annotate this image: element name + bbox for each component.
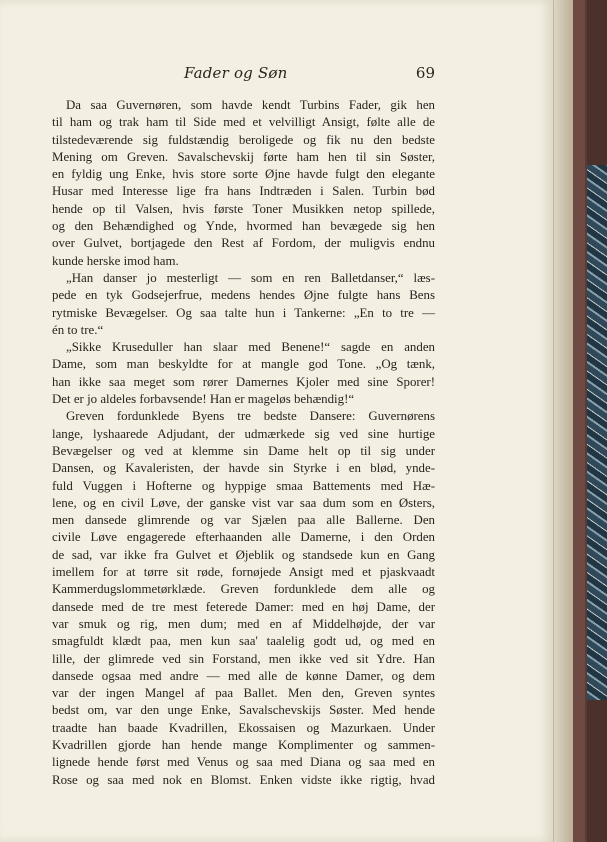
- text-line: han ikke saa meget som rører Damernes Kjoler med sine Sporer!: [52, 374, 435, 389]
- text-line: dansede med de tre mest feterede Damer: med en høj Dame, der: [52, 599, 435, 614]
- text-line: de sad, var ikke fra Gulvet et Øjeblik og standsede kun en Gang: [52, 547, 435, 562]
- text-line: og den Behændighed og Ynde, hvormed han bevægede sig hen: [52, 219, 435, 234]
- text-line: „Sikke Kruseduller han slaar med Benene!“ sagde en anden: [66, 340, 435, 355]
- text-line: var der ingen Mangel af paa Ballet. Men den, Greven syntes: [52, 686, 435, 701]
- text-line: Greven fordunklede Byens tre bedste Dansere: Guvernørens: [66, 409, 435, 424]
- text-line: Husar med Interesse lige fra hans Indtræden i Salen. Turbin bød: [52, 184, 435, 199]
- text-line: lille, der glimrede ved sin Forstand, men ikke ved sit Ydre. Han: [52, 651, 435, 666]
- page-number: 69: [415, 64, 435, 82]
- text-line: Rose og saa med nok en Blomst. Enken vidste ikke rigtig, hvad: [52, 772, 435, 787]
- text-line: fuld Vuggen i Hofterne og hyppige smaa Battements med Hæ-: [52, 478, 435, 493]
- text-line: Bevægelser og ved at klemme sin Dame helt op til sig under: [52, 443, 435, 458]
- page-edge: [553, 0, 574, 842]
- text-line: „Han danser jo mesterligt — som en ren Balletdanser,“ læs-: [66, 270, 435, 285]
- text-line: civile Løve engagerede efterhaanden alle Damerne, i den Orden: [52, 530, 435, 545]
- running-head: [52, 60, 435, 86]
- text-line: Dame, som man beskyldte for at mangle god Tone. „Og tænk,: [52, 357, 435, 372]
- text-line: kunde herske imod ham.: [52, 253, 179, 268]
- text-line: Da saa Guvernøren, som havde kendt Turbins Fader, gik hen: [66, 98, 435, 112]
- text-line: lange, lyshaarede Adjudant, der udmærkede sig ved sine hurtige: [52, 426, 435, 441]
- text-line: én to tre.“: [52, 322, 104, 337]
- cover-cloth: [573, 0, 585, 842]
- text-line: hende op til Valsen, hvis første Toner Musikken netop spillede,: [52, 201, 435, 216]
- text-line: men dansede glimrende og var Sjælen paa alle Ballerne. Den: [52, 513, 435, 528]
- cover-board-bottom: [587, 700, 607, 842]
- running-title: Fader og Søn: [184, 64, 288, 82]
- text-line: Kvadrillen gjorde han hende mange Komplimenter og sammen-: [52, 737, 435, 752]
- text-line: over Gulvet, bortjagede den Rest af Fordom, der muligvis endnu: [52, 236, 435, 251]
- cover-board-top: [587, 0, 607, 165]
- book-cover: [573, 0, 607, 842]
- text-line: bedst om, var den unge Enke, Savalschevskijs Søster. Med hende: [52, 703, 435, 718]
- marbled-paper: [587, 165, 607, 700]
- text-line: rytmiske Bevægelser. Og saa talte hun i Tankerne: „En to tre —: [52, 305, 435, 320]
- text-line: Kammerdugslommetørklæde. Greven fordunklede dem alle og: [52, 582, 435, 597]
- text-line: lene, og en civil Løve, der ganske vist var saa dum som en Østers,: [52, 495, 435, 510]
- text-line: smagfuldt klædt paa, men kun saa' taalelig godt ud, og med en: [52, 634, 435, 649]
- text-line: lignede hende først med Venus og saa med Diana og saa med en: [52, 755, 435, 770]
- text-line: var smuk og rig, men dum; med en af Middelhøjde, der var: [52, 616, 435, 631]
- text-line: en fyldig ung Enke, hvis store sorte Øjne havde fulgt den elegante: [52, 167, 435, 182]
- text-line: tilstedeværende sig fuldstændig beroligede og fik nu den bedste: [52, 132, 435, 147]
- text-line: Mening om Greven. Savalschevskij førte ham hen til sin Søster,: [52, 149, 435, 164]
- text-line: til ham og trak ham til Side med et velvilligt Ansigt, følte alle de: [52, 115, 435, 130]
- text-line: traadte han baade Kvadrillen, Ekossaisen og Mazurkaen. Under: [52, 720, 435, 735]
- body-text: [52, 97, 435, 789]
- text-line: dansede ogsaa med andre — med alle de kønne Damer, og dem: [52, 668, 435, 683]
- text-line: pede en tyk Godsejerfrue, medens hendes Øjne fulgte hans Bens: [52, 288, 435, 303]
- text-line: Det er jo aldeles forbavsende! Han er mageløs behændig!“: [52, 392, 355, 407]
- text-line: imellem for at tørre sit røde, fornøjede Ansigt med et pjaskvaadt: [52, 565, 435, 580]
- text-line: Dansen, og Kavaleristen, der havde sin Styrke i en blød, ynde-: [52, 461, 435, 476]
